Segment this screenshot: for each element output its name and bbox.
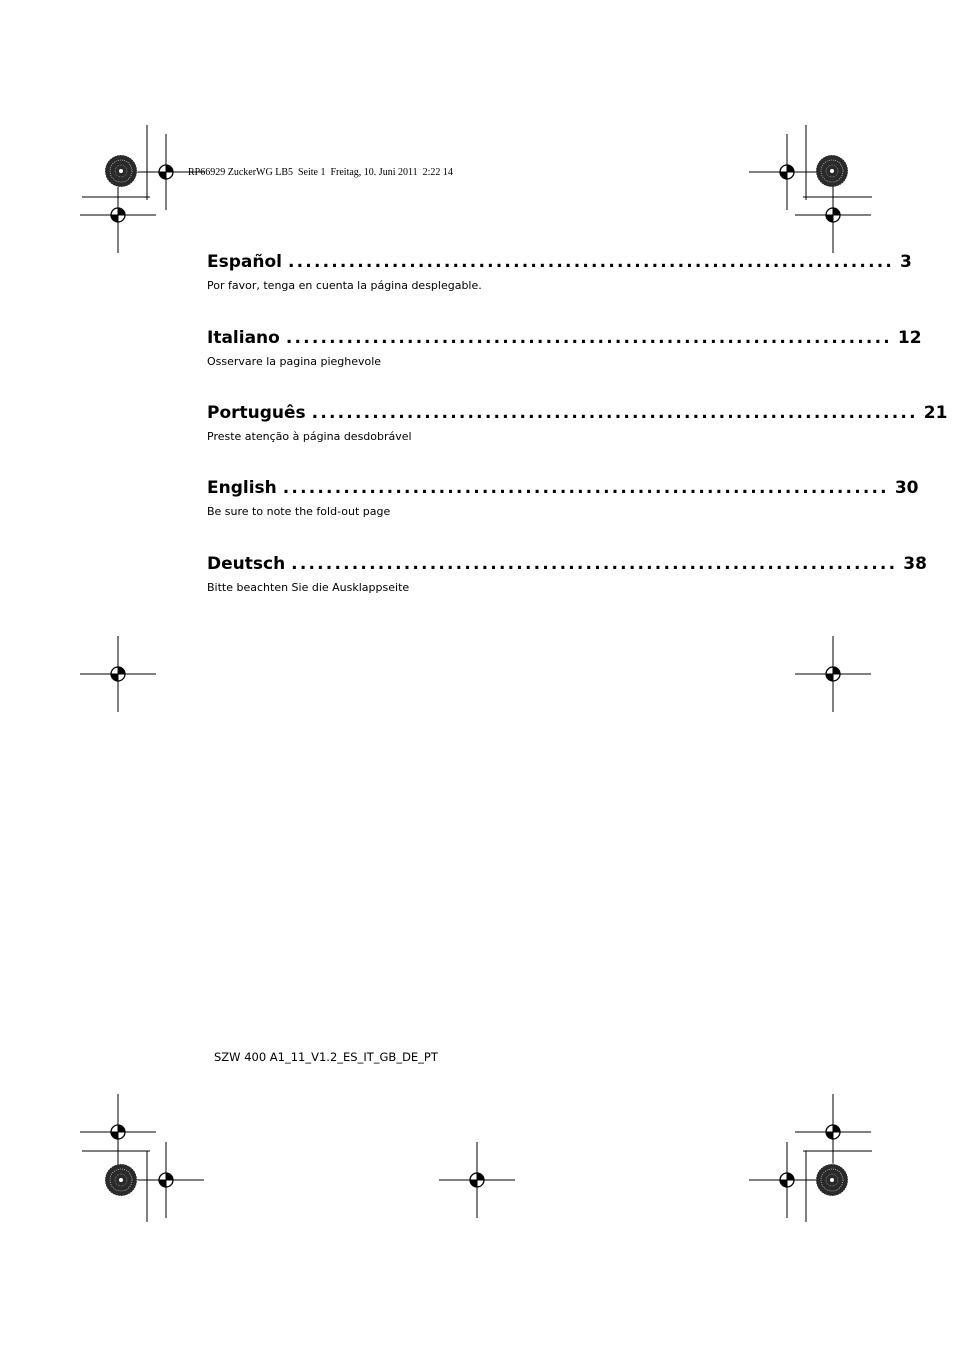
registration-target	[80, 177, 156, 253]
dot-leader: ......................................................................	[291, 554, 898, 574]
star-target	[105, 155, 137, 187]
toc-title: Italiano	[207, 328, 280, 348]
dot-leader: ......................................................................	[285, 328, 892, 348]
toc-title: Deutsch	[207, 554, 286, 574]
toc-note: Preste atenção à página desdobrável	[207, 430, 412, 443]
registration-target	[439, 1142, 515, 1218]
toc-title: English	[207, 478, 277, 498]
toc-title: Español	[207, 252, 282, 272]
toc-note: Be sure to note the fold-out page	[207, 505, 391, 518]
toc-note: Por favor, tenga en cuenta la página desplegable.	[207, 279, 482, 292]
toc-note: Bitte beachten Sie die Ausklappseite	[207, 581, 410, 594]
toc-entry-italiano[interactable]	[207, 327, 922, 369]
toc-entry-espanol[interactable]	[207, 251, 912, 293]
toc-page-number: 3	[900, 252, 912, 272]
print-slug-line: RP66929 ZuckerWG LB5 Seite 1 Freitag, 10. Juni 2011 2:22 14	[188, 167, 453, 178]
registration-target	[749, 134, 825, 210]
toc-page-number: 38	[903, 554, 927, 574]
registration-target	[795, 636, 871, 712]
star-target	[816, 155, 848, 187]
toc-entry-portugues[interactable]	[207, 402, 948, 444]
toc-entry-deutsch[interactable]	[207, 553, 927, 595]
star-target	[105, 1164, 137, 1196]
registration-target	[128, 1142, 204, 1218]
toc-page-number: 12	[897, 328, 922, 348]
registration-target	[80, 636, 156, 712]
toc-note: Osservare la pagina pieghevole	[207, 355, 382, 368]
dot-leader: ......................................................................	[311, 403, 918, 423]
registration-target	[749, 1142, 825, 1218]
toc-page-number: 21	[923, 403, 948, 423]
document-code: SZW 400 A1_11_V1.2_ES_IT_GB_DE_PT	[214, 1050, 438, 1064]
star-target	[816, 1164, 848, 1196]
dot-leader: ......................................................................	[282, 478, 889, 498]
toc-entry-english[interactable]	[207, 477, 919, 519]
toc-page-number: 30	[894, 478, 919, 498]
toc-title: Português	[207, 403, 306, 423]
registration-target	[80, 1094, 156, 1170]
dot-leader: ......................................................................	[287, 252, 895, 272]
